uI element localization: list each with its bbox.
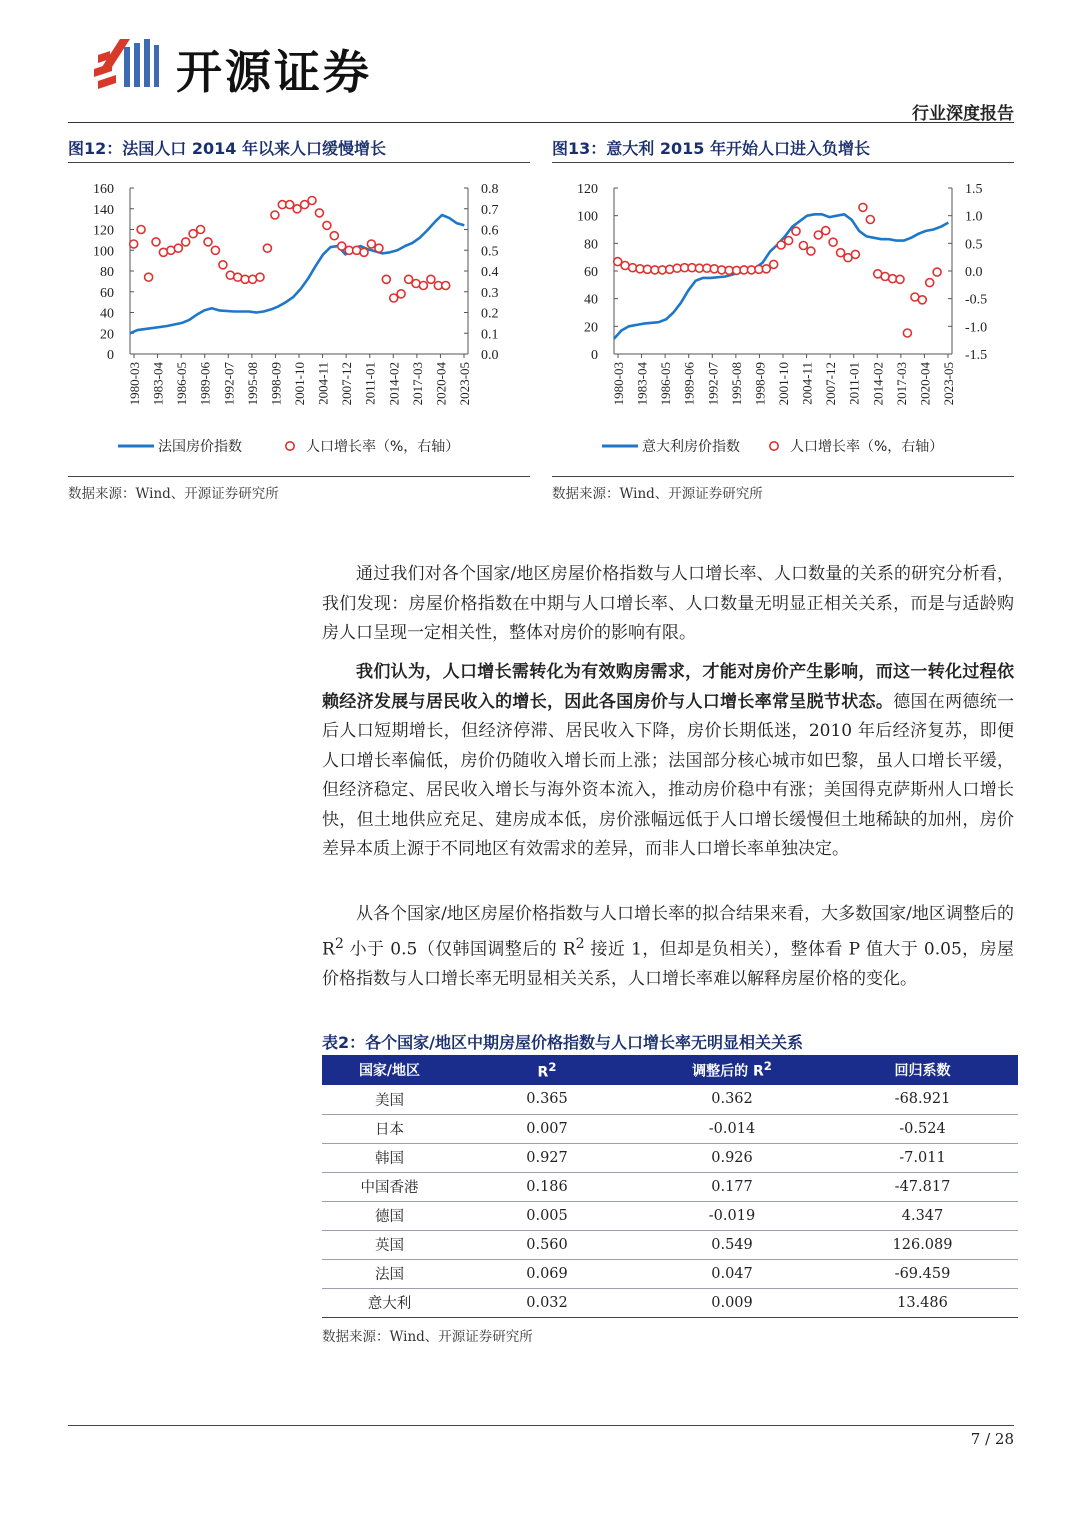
population-growth-point [442,282,450,290]
table-cell: 德国 [322,1201,457,1230]
population-growth-point [777,241,785,249]
table-cell: 0.032 [457,1288,637,1317]
x-tick-label: 2017-03 [893,362,909,406]
x-tick-label: 2001-10 [776,362,791,406]
population-growth-point [397,290,405,298]
x-tick-label: 2004-11 [315,362,331,405]
population-growth-point [896,275,904,283]
population-growth-point [308,197,316,205]
table-cell: 0.047 [637,1259,827,1288]
population-growth-point [375,244,383,252]
right-tick-label: 0.2 [481,306,499,322]
x-tick-label: 1980-03 [611,362,626,406]
table-cell: 0.365 [457,1085,637,1114]
population-growth-point [263,244,271,252]
x-tick-label: 1992-07 [221,362,237,406]
house-price-line [130,215,464,333]
table-cell: 0.005 [457,1201,637,1230]
population-growth-point [211,246,219,254]
population-growth-point [807,247,815,255]
population-growth-point [390,294,398,302]
page-number: 7 / 28 [970,1430,1014,1448]
table-cell: 0.560 [457,1230,637,1259]
x-tick-label: 2014-02 [386,362,402,406]
legend-circle-marker [770,442,778,450]
left-tick-label: 100 [93,244,114,260]
population-growth-point [859,203,867,211]
paragraph-2 [322,658,1014,865]
population-growth-point [315,209,323,217]
right-tick-label: 0.6 [481,223,499,239]
paragraph-3-part-c: 接近 1，但却是负相关），整体看 P 值大于 0.05，房屋价格指数与人口增长率无明显相关关系，人口增长率难以解释房屋价格的变化。 [322,939,1015,989]
population-growth-point [338,242,346,250]
table-cell: 0.007 [457,1114,637,1143]
right-tick-label: -1.5 [965,348,988,363]
population-growth-point [762,265,770,273]
left-tick-label: 40 [584,292,598,308]
table-cell: 126.089 [827,1230,1018,1259]
x-tick-label: 1998-09 [752,362,768,406]
x-tick-label: 2001-10 [292,362,307,406]
figure-title: 图13：意大利 2015 年开始人口进入负增长 [552,139,870,158]
left-tick-label: 0 [591,348,598,363]
legend-label: 法国房价指数 [158,439,242,455]
table-row [322,1259,1018,1288]
population-growth-point [851,250,859,258]
table-cell: 意大利 [322,1288,457,1317]
table-cell: 英国 [322,1230,457,1259]
table-cell: -68.921 [827,1085,1018,1114]
paragraph-3-part-a: 从各个国家/地区房屋价格指数与人口增长率的拟合结果来看，大多数国家/地区调整后的 R [322,904,1014,960]
table-title: 表2：各个国家/地区中期房屋价格指数与人口增长率无明显相关关系 [322,1033,803,1052]
table-cell: -0.524 [827,1114,1018,1143]
population-growth-point [405,275,413,283]
x-tick-label: 1992-07 [705,362,721,406]
x-tick-label: 1989-06 [197,362,213,406]
x-tick-label: 2023-05 [941,362,956,406]
figure-title-divider [68,162,530,163]
table-cell: 0.926 [637,1143,827,1172]
left-tick-label: 60 [100,285,114,301]
figure-12 [68,130,530,500]
france-chart [68,168,530,468]
left-tick-label: 0 [107,348,114,363]
report-type-label: 行业深度报告 [912,104,1014,124]
left-tick-label: 120 [93,223,114,239]
header-divider [68,122,1014,123]
left-tick-label: 120 [577,182,598,197]
paragraph-2-bold: 我们认为，人口增长需转化为有效购房需求，才能对房价产生影响，而这一转化过程依赖经济发展与居民收入的增长，因此各国房价与人口增长率常呈脱节状态。 [322,662,1014,712]
table-row [322,1085,1018,1114]
right-tick-label: 0.1 [481,327,499,343]
table-cell: 0.177 [637,1172,827,1201]
left-tick-label: 140 [93,202,114,218]
table-cell: 0.069 [457,1259,637,1288]
right-tick-label: 0.8 [481,182,499,197]
population-growth-point [360,248,368,256]
right-tick-label: 0.5 [965,237,983,253]
population-growth-point [204,238,212,246]
superscript: 2 [334,935,344,952]
kaiyuan-logo-icon [90,35,162,95]
population-growth-point [427,275,435,283]
table-cell: 韩国 [322,1143,457,1172]
table-cell: 4.347 [827,1201,1018,1230]
table-cell: 法国 [322,1259,457,1288]
table-cell: 0.362 [637,1085,827,1114]
population-growth-point [903,329,911,337]
x-tick-label: 1980-03 [127,362,142,406]
x-tick-label: 1989-06 [681,362,697,406]
right-tick-label: 0.4 [481,265,499,280]
x-tick-label: 1983-04 [634,362,650,406]
legend-label: 人口增长率（%，右轴） [306,439,460,455]
right-tick-label: 0.0 [481,348,499,363]
x-tick-label: 2011-01 [362,362,378,405]
x-tick-label: 2004-11 [799,362,815,405]
figure-bottom-divider [552,476,1014,477]
population-growth-point [189,230,197,238]
table-cell: 中国香港 [322,1172,457,1201]
x-tick-label: 2020-04 [917,362,933,406]
population-growth-point [770,260,778,268]
x-tick-label: 1995-08 [244,362,260,406]
population-growth-point [323,221,331,229]
population-growth-point [367,240,375,248]
population-growth-point [799,242,807,250]
population-growth-point [174,244,182,252]
x-tick-label: 1995-08 [728,362,744,406]
x-tick-label: 1998-09 [268,362,284,406]
paragraph-3 [322,900,1014,994]
x-tick-label: 2023-05 [457,362,472,406]
col-header-r2-text: R [537,1064,549,1081]
x-tick-label: 1986-05 [174,362,190,406]
left-tick-label: 80 [100,265,114,280]
right-tick-label: 0.5 [481,244,499,260]
population-growth-point [918,296,926,304]
footer-divider [68,1425,1014,1426]
population-growth-point [814,231,822,239]
population-growth-point [330,232,338,240]
right-tick-label: 0.7 [481,202,499,218]
population-growth-point [219,261,227,269]
table-source: 数据来源：Wind、开源证券研究所 [322,1329,533,1345]
figure-title: 图12：法国人口 2014 年以来人口缓慢增长 [68,139,386,158]
paragraph-2-rest: 德国在两德统一后人口短期增长，但经济停滞、居民收入下降，房价长期低迷，2010 年后经济复苏，即便人口增长率偏低，房价仍随收入增长而上涨；法国部分核心城市如巴黎，虽人口增长平缓，但经济稳定、居民收入增长与海外资本流入，推动房价稳中有涨；美国得克萨斯州人口增长快，但土地供应充足、建房成本低，房价涨幅远低于人口增长缓慢但土地稀缺的加州，房价差异本质上源于不同地区有效需求的差异，而非人口增长率单独决定。 [322,691,1015,859]
table-cell: 日本 [322,1114,457,1143]
table-row [322,1201,1018,1230]
col-header-r2 [457,1055,637,1085]
population-growth-point [866,216,874,224]
left-tick-label: 80 [584,237,598,253]
figure-bottom-divider [68,476,530,477]
x-tick-label: 1986-05 [658,362,674,406]
col-header-coef: 回归系数 [827,1055,1018,1085]
italy-chart [552,168,1014,468]
legend-label: 人口增长率（%，右轴） [790,439,944,455]
x-tick-label: 1983-04 [150,362,166,406]
x-tick-label: 2007-12 [339,362,355,406]
x-tick-label: 2014-02 [870,362,886,406]
left-tick-label: 160 [93,182,114,197]
brand-name: 开源证券 [176,45,372,99]
population-growth-point [182,238,190,246]
table-cell: 美国 [322,1085,457,1114]
table-header-row [322,1055,1018,1085]
table-cell: 0.549 [637,1230,827,1259]
right-tick-label: -0.5 [965,292,988,308]
table-cell: -69.459 [827,1259,1018,1288]
population-growth-point [822,227,830,235]
x-tick-label: 2011-01 [846,362,862,405]
figure-13 [552,130,1014,500]
figure-source: 数据来源：Wind、开源证券研究所 [68,486,279,502]
population-growth-point [197,226,205,234]
left-tick-label: 20 [584,320,598,336]
left-tick-label: 40 [100,306,114,322]
population-growth-point [926,279,934,287]
right-tick-label: 0.0 [965,265,983,280]
table-cell: -7.011 [827,1143,1018,1172]
population-growth-point [293,205,301,213]
superscript: 2 [548,1059,557,1074]
superscript: 2 [763,1059,772,1074]
population-growth-point [785,237,793,245]
table-cell: 0.927 [457,1143,637,1172]
paragraph-3-part-b: 小于 0.5（仅韩国调整后的 R [343,939,576,960]
population-growth-point [152,238,160,246]
population-growth-point [137,226,145,234]
table-row [322,1172,1018,1201]
table-cell: -0.014 [637,1114,827,1143]
table-cell: -47.817 [827,1172,1018,1201]
x-tick-label: 2017-03 [409,362,425,406]
legend-circle-marker [286,442,294,450]
col-header-adj-r2-text: 调整后的 R [692,1063,764,1080]
right-tick-label: 1.0 [965,209,983,225]
table-row [322,1230,1018,1259]
table-cell: 13.486 [827,1288,1018,1317]
population-growth-point [792,227,800,235]
table-cell: 0.186 [457,1172,637,1201]
x-tick-label: 2007-12 [823,362,839,406]
right-tick-label: 1.5 [965,182,983,197]
table-row [322,1114,1018,1143]
left-tick-label: 20 [100,327,114,343]
population-growth-point [256,273,264,281]
table-cell: -0.019 [637,1201,827,1230]
right-tick-label: -1.0 [965,320,988,336]
population-growth-point [145,273,153,281]
population-growth-point [837,249,845,257]
population-growth-point [286,201,294,209]
figure-source: 数据来源：Wind、开源证券研究所 [552,486,763,502]
population-growth-point [130,240,138,248]
left-tick-label: 100 [577,209,598,225]
legend-label: 意大利房价指数 [642,439,740,455]
table-cell: 0.009 [637,1288,827,1317]
left-tick-label: 60 [584,265,598,280]
population-growth-point [382,275,390,283]
col-header-adj-r2 [637,1055,827,1085]
regression-table [322,1055,1018,1318]
population-growth-point [419,282,427,290]
population-growth-point [829,238,837,246]
population-growth-point [933,268,941,276]
paragraph-1: 通过我们对各个国家/地区房屋价格指数与人口增长率、人口数量的关系的研究分析看，我们发现：房屋价格指数在中期与人口增长率、人口数量无明显正相关关系，而是与适龄购房人口呈现一定相关性，整体对房价的影响有限。 [322,564,1014,643]
table-row [322,1288,1018,1317]
col-header-region: 国家/地区 [322,1055,457,1085]
page-header [0,0,1080,125]
x-tick-label: 2020-04 [433,362,449,406]
figure-title-divider [552,162,1014,163]
population-growth-point [271,211,279,219]
table-row [322,1143,1018,1172]
right-tick-label: 0.3 [481,285,499,301]
superscript: 2 [575,935,585,952]
